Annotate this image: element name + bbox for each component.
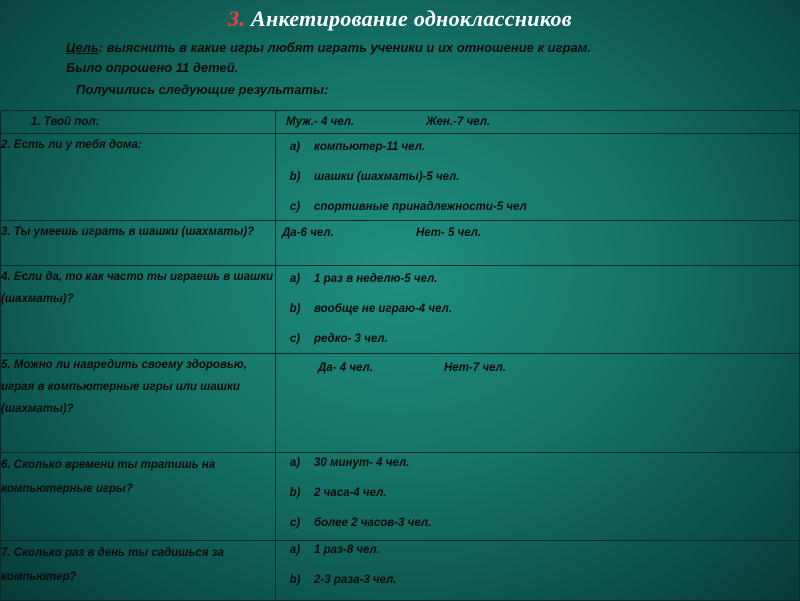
question-text: 6. Сколько времени ты тратишь на компьютерные игры? xyxy=(1,459,216,495)
question-cell xyxy=(1,111,276,134)
option-text: 2 часа-4 чел. xyxy=(314,487,387,499)
option-text: более 2 часов-3 чел. xyxy=(314,517,432,529)
option-row xyxy=(276,272,799,302)
option-row xyxy=(276,200,799,220)
table-row xyxy=(1,221,800,266)
option-marker: a) xyxy=(289,141,301,153)
option-marker: b) xyxy=(289,303,301,315)
table-row xyxy=(1,134,800,221)
option-row xyxy=(276,140,799,170)
question-cell xyxy=(1,453,276,541)
question-text: 4. Если да, то как часто ты играешь в шашки (шахматы)? xyxy=(1,271,274,305)
option-row xyxy=(276,456,799,486)
answer-cell xyxy=(276,354,800,453)
question-cell xyxy=(1,266,276,354)
option-marker: c) xyxy=(289,201,301,213)
option-marker: c) xyxy=(289,517,301,529)
option-text: шашки (шахматы)-5 чел. xyxy=(314,171,460,183)
answer-cell xyxy=(276,266,800,354)
option-text: 2-3 раза-3 чел. xyxy=(314,574,397,586)
answer-item: Да- 4 чел. xyxy=(318,362,373,374)
option-marker: a) xyxy=(289,273,301,285)
slide-title-number: 3. xyxy=(228,6,246,31)
option-row xyxy=(276,302,799,332)
slide-title xyxy=(0,6,800,32)
question-text: 3. Ты умеешь играть в шашки (шахматы)? xyxy=(1,226,255,238)
question-text: 7. Сколько раз в день ты садишься за компьютер? xyxy=(1,547,224,583)
option-marker: c) xyxy=(289,333,301,345)
option-row xyxy=(276,170,799,200)
question-text: 1. Твой пол: xyxy=(31,116,100,128)
table-row xyxy=(1,111,800,134)
goal-label: Цель xyxy=(66,40,99,55)
answer-item: Жен.-7 чел. xyxy=(426,116,491,128)
option-row xyxy=(276,332,799,352)
option-text: 30 минут- 4 чел. xyxy=(314,457,410,469)
option-text: 1 раз-8 чел. xyxy=(314,544,380,556)
question-cell xyxy=(1,354,276,453)
answer-cell xyxy=(276,134,800,221)
goal-line xyxy=(66,40,591,55)
answer-pair xyxy=(276,111,799,133)
question-cell xyxy=(1,541,276,601)
question-cell xyxy=(1,134,276,221)
option-marker: b) xyxy=(289,171,301,183)
option-row xyxy=(276,543,799,573)
answer-cell xyxy=(276,541,800,601)
question-text: 2. Есть ли у тебя дома: xyxy=(1,139,142,151)
results-line: Получились следующие результаты: xyxy=(76,82,329,97)
option-row xyxy=(276,486,799,516)
answer-item: Нет-7 чел. xyxy=(444,362,506,374)
table-row xyxy=(1,541,800,601)
answer-pair xyxy=(276,356,799,380)
answer-item: Муж.- 4 чел. xyxy=(286,116,355,128)
option-marker: b) xyxy=(289,487,301,499)
goal-text: : выяснить в какие игры любят играть ученики и их отношение к играм. xyxy=(98,40,591,55)
answer-cell xyxy=(276,453,800,541)
option-marker: a) xyxy=(289,457,301,469)
option-row xyxy=(276,573,799,593)
table-row xyxy=(1,354,800,453)
option-text: компьютер-11 чел. xyxy=(314,141,426,153)
polled-line: Было опрошено 11 детей. xyxy=(66,60,239,75)
option-marker: a) xyxy=(289,544,301,556)
option-marker: b) xyxy=(289,574,301,586)
option-text: вообще не играю-4 чел. xyxy=(314,303,452,315)
survey-table xyxy=(0,110,800,601)
slide-title-text: Анкетирование одноклассников xyxy=(251,6,572,31)
option-text: редко- 3 чел. xyxy=(314,333,388,345)
table-row xyxy=(1,266,800,354)
option-row xyxy=(276,516,799,536)
answer-item: Нет- 5 чел. xyxy=(416,227,482,239)
table-row xyxy=(1,453,800,541)
option-text: спортивные принадлежности-5 чел xyxy=(314,201,527,213)
answer-pair xyxy=(276,221,799,245)
question-text: 5. Можно ли навредить своему здоровью, играя в компьютерные игры или шашки (шахматы)? xyxy=(1,359,247,415)
answer-item: Да-6 чел. xyxy=(282,227,334,239)
answer-cell xyxy=(276,221,800,266)
question-cell xyxy=(1,221,276,266)
option-text: 1 раз в неделю-5 чел. xyxy=(314,273,438,285)
answer-cell xyxy=(276,111,800,134)
